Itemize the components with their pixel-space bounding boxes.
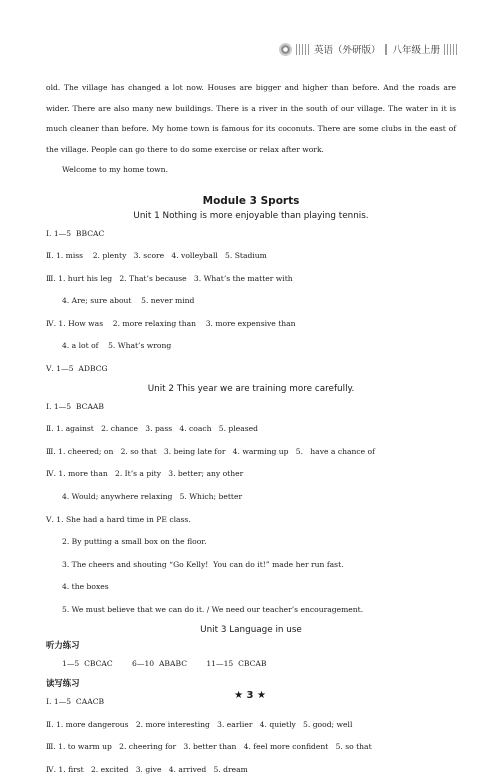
header-stripes-decoration	[296, 44, 310, 55]
unit3-line: Ⅳ. 1. first 2. excited 3. give 4. arrived 5. dream	[46, 764, 248, 774]
intro-paragraph: old. The village has changed a lot now. Houses are bigger and higher than before. And the roads are wider. There are also many new buildings. There is a river in the south of our village. The water in it is much cleaner than before. My home town is famous for its coconuts. There are some clubs in the east of the village. People can go there to do some exercise or relax after work.	[46, 83, 456, 154]
unit2-line: 4. the boxes	[62, 582, 109, 592]
unit2-line: Ⅱ. 1. against 2. chance 3. pass 4. coach 5. pleased	[46, 424, 258, 434]
unit2-line: Ⅳ. 1. more than 2. It’s a pity 3. better; any other	[46, 469, 244, 479]
unit2-line: Ⅰ. 1—5 BCAAB	[46, 401, 104, 411]
unit1-line: 4. a lot of 5. What’s wrong	[62, 341, 172, 351]
unit2-line: 2. By putting a small box on the floor.	[62, 537, 207, 547]
unit3-title: Unit 3 Language in use	[200, 624, 302, 635]
unit2-line: 4. Would; anywhere relaxing 5. Which; better	[62, 492, 243, 502]
corner-logo	[430, 692, 494, 732]
unit1-line: Ⅲ. 1. hurt his leg 2. That’s because 3. What’s the matter with	[46, 273, 293, 283]
unit2-line: 3. The cheers and shouting “Go Kelly! You can do it!” made her run fast.	[62, 559, 344, 569]
answer-content	[46, 78, 456, 782]
unit2-line: Ⅲ. 1. cheered; on 2. so that 3. being late for 4. warming up 5. have a chance of	[46, 446, 375, 456]
intro-closing: Welcome to my home town.	[62, 165, 168, 174]
header-divider	[385, 44, 387, 55]
listening-label: 听力练习	[46, 639, 80, 650]
unit2-line: Ⅴ. 1. She had a hard time in PE class.	[46, 514, 191, 524]
gear-icon	[279, 43, 292, 56]
unit3-line: Ⅱ. 1. more dangerous 2. more interesting 3. earlier 4. quietly 5. good; well	[46, 719, 353, 729]
page-header	[279, 42, 458, 56]
unit1-line: 4. Are; sure about 5. never mind	[62, 296, 195, 306]
unit1-title: Unit 1 Nothing is more enjoyable than playing tennis.	[133, 210, 369, 221]
listening-answers: 1—5 CBCAC 6—10 ABABC 11—15 CBCAB	[62, 658, 267, 668]
book-title: 英语（外研版）	[313, 45, 381, 56]
page-number: ★ 3 ★	[234, 690, 266, 701]
unit2-title: Unit 2 This year we are training more carefully.	[147, 383, 355, 394]
reading-writing-label: 读写练习	[46, 678, 80, 689]
grade-label: 八年级上册	[392, 45, 440, 56]
unit1-line: Ⅱ. 1. miss 2. plenty 3. score 4. volleyball 5. Stadium	[46, 251, 267, 261]
unit3-line: Ⅲ. 1. to warm up 2. cheering for 3. better than 4. feel more confident 5. so that	[46, 742, 372, 752]
unit2-line: 5. We must believe that we can do it. / We need our teacher’s encouragement.	[62, 605, 364, 614]
unit1-line: Ⅰ. 1—5 BBCAC	[46, 228, 105, 238]
unit1-line: Ⅴ. 1—5 ADBCG	[46, 364, 108, 374]
header-stripes-decoration-right	[444, 44, 458, 55]
unit1-line: Ⅳ. 1. How was 2. more relaxing than 3. more expensive than	[46, 318, 296, 328]
module-title: Module 3 Sports	[202, 194, 300, 207]
unit3-line: Ⅰ. 1—5 CAACB	[46, 697, 105, 707]
